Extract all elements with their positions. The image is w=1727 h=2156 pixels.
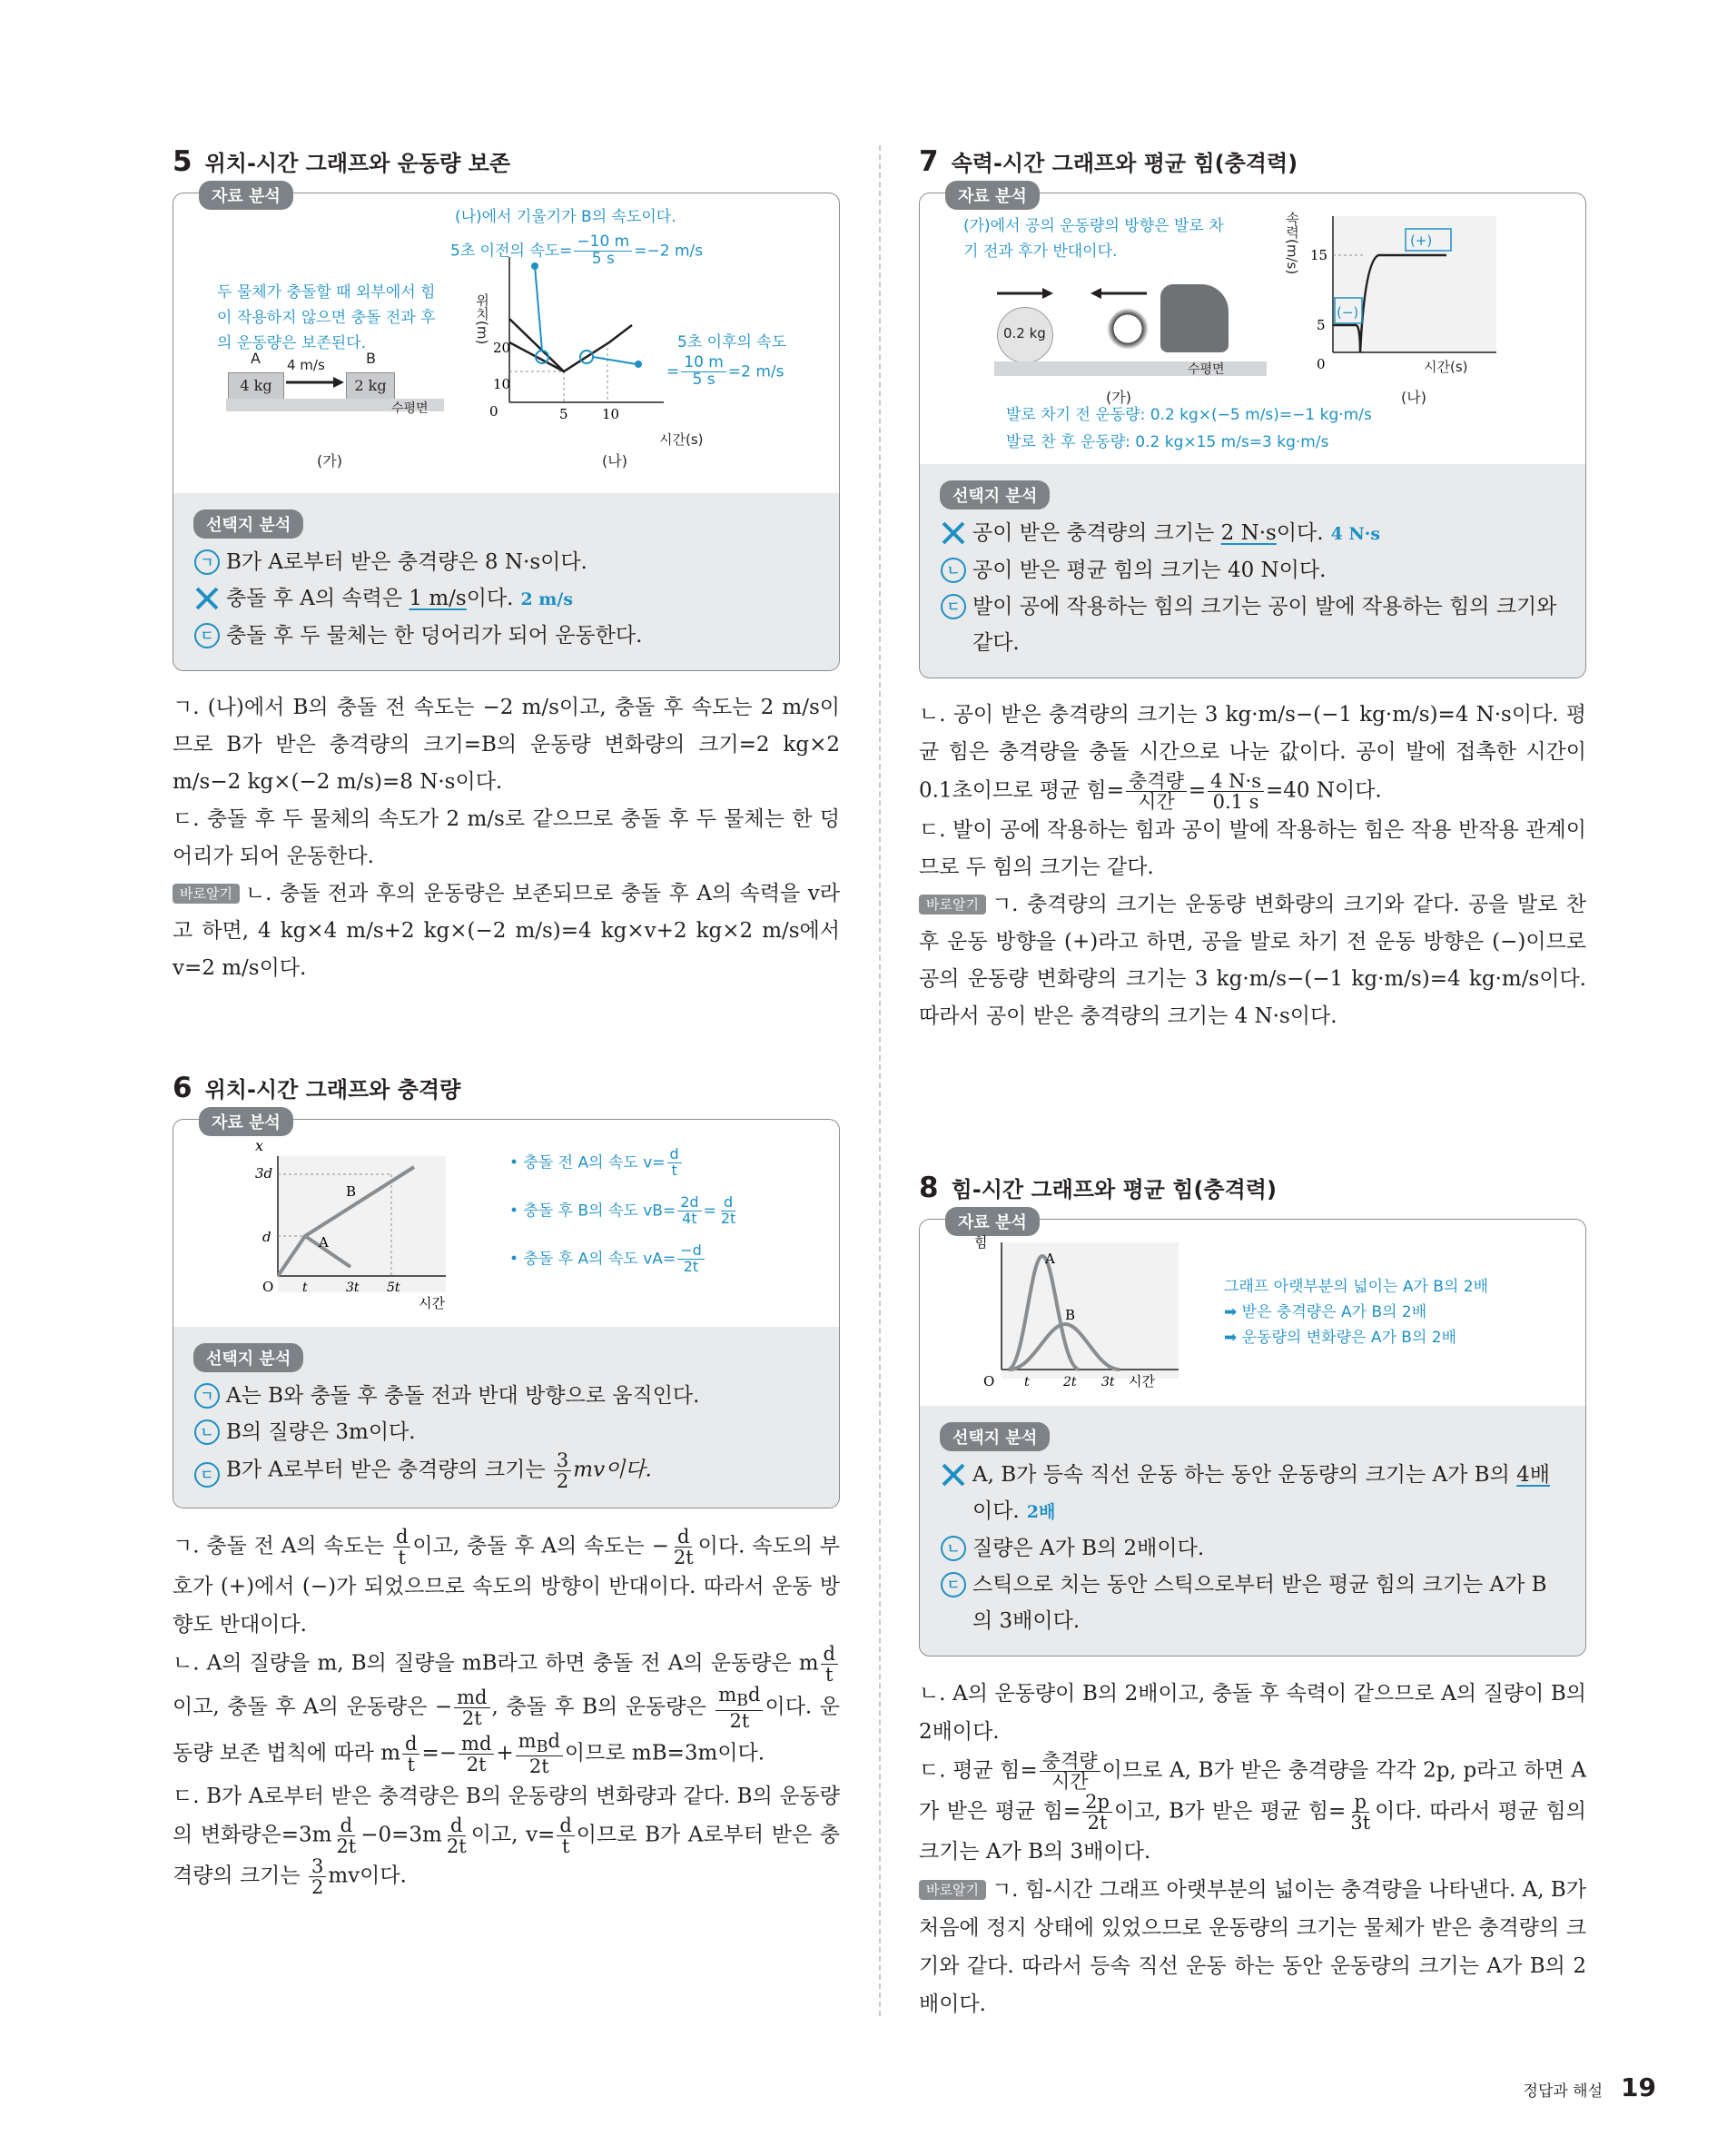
svg-text:(+): (+) [1410, 232, 1433, 249]
svg-text:시간: 시간 [419, 1295, 445, 1311]
svg-text:시간: 시간 [1129, 1373, 1155, 1390]
shoe-icon [1160, 284, 1229, 352]
explanation: ㄱ. 충돌 전 A의 속도는 $\frac{d}{t}$ 이고, 충돌 후 A의 속도는 − $\frac{d}{2t}$ 이다. 속도의 부호가 (+)에서 (−)가 되었으므로 속도의 방향이 반대이다. 따라서 운동 방향도 반대이다. ㄴ. A의 질량을 m, B의 질량을 mB라고 하면 충돌 전 A의 운동량은 m $\frac{d}{t}$ 이고, 충돌 후 A의 운동량은 − $\frac{md}{2t}$ , 충돌 후 B의 운동량은 $\frac{m_Bd}{2t}$ 이다. 운동량 보존 법칙에 따라 m $\frac{d}{t}$ =− $\frac{md}{2t}$ + $\frac{m_Bd}{2t}$ 이므로 mB=3m이다. ㄷ. B가 A로부터 받은 충격량은 B의 운동량의 변화량과 같다. B의 운동량의 변화량은=3m $\frac{d}{2t}$ −0=3m $\frac{d}{2t}$ 이고, v= $\frac{d}{t}$ 이므로 B가 A로부터 받은 충격량의 크기는 $\frac{3}{2}$ mv이다. [173, 1526, 841, 1898]
svg-text:t: t [302, 1281, 308, 1295]
conservation-note: 두 물체가 충돌할 때 외부에서 힘이 작용하지 않으면 충돌 전과 후의 운동량은 보존된다. [217, 283, 436, 352]
section-title: 7 속력-시간 그래프와 평균 힘(충격력) [919, 145, 1298, 178]
speed-time-graph [1306, 207, 1515, 389]
velocity-arrow-icon [282, 373, 346, 391]
choice-item: 충돌 후 A의 속력은 1 m/s이다. 2 m/s [193, 580, 819, 618]
section-5 [173, 145, 840, 987]
svg-text:힘: 힘 [974, 1234, 988, 1251]
choice-analysis: 선택지 분석 공이 받은 충격량의 크기는 2 N·s이다. 4 N·s ㄴ 공이 받은 평균 힘의 크기는 40 N이다. ㄷ 발이 공에 작용하는 힘의 크기는 공이 발에 작용하는 힘의 크기와 같다. [920, 464, 1585, 677]
choice-item: ㄷ 스틱으로 치는 동안 스틱으로부터 받은 평균 힘의 크기는 A가 B의 3배이다. [940, 1567, 1565, 1639]
svg-text:20: 20 [493, 340, 511, 356]
svg-text:O: O [983, 1373, 995, 1390]
slope-before: 5초 이전의 속도= $\frac{-10 m}{5 s}$ =−2 m/s [450, 232, 704, 268]
svg-text:A: A [1045, 1251, 1055, 1267]
section-7 [919, 145, 1586, 1035]
svg-text:10: 10 [602, 406, 620, 422]
wrong-mark-icon [940, 519, 967, 547]
data-analysis-box: 자료 분석 힘 A B O t 2t 3t 시간 그래프 아랫부분의 넓이는 A가 B의 2배 ➡ 받은 충격량은 A가 B의 2배 ➡ 운동량의 변화량은 A가 B의 2배 선택지 분석 A, B가 등속 직선 운동 하는 동안 운동량의 크기는 A가 B의 4배이다. 2배 ㄴ 질량은 A가 B의 2배이다. ㄷ 스틱으로 치는 동안 스틱으로부터 받은 평균 힘의 크기는 A가 B의 3배이다. [919, 1219, 1586, 1657]
data-analysis-tag: 자료 분석 [199, 181, 293, 210]
footer-label: 정답과 해설 [1523, 2082, 1604, 2101]
left-column [173, 145, 841, 1898]
svg-text:3t: 3t [346, 1281, 360, 1295]
figure: 두 물체가 충돌할 때 외부에서 힘이 작용하지 않으면 충돌 전과 후의 운동량은 보존된다. A B 4 kg 2 kg 4 m/s 수평면 (가) (나)에서 기울기가 B의 속도이다. 5초 이전의 속도= $\frac{-10 m}{5 s}$ =−2 m/s 5초 이후의 속도 = $\frac{10 m}{5 s}$ =2 m/s 위치(m) 시간(s) (나) 20 10 0 5 10 [217, 208, 787, 470]
choice-item: ㄱ A는 B와 충돌 후 충돌 전과 반대 방향으로 움직인다. [193, 1378, 819, 1414]
section-title: 6 위치-시간 그래프와 충격량 [173, 1072, 461, 1104]
svg-text:A: A [319, 1234, 329, 1251]
velocity-a-before: • 충돌 전 A의 속도 v= $\frac{d}{t}$ [509, 1147, 684, 1179]
choice-item: ㄴ B의 질량은 3m이다. [193, 1414, 819, 1450]
floor [994, 361, 1267, 376]
svg-text:d: d [262, 1229, 271, 1245]
page-footer [1524, 2072, 1656, 2102]
section-title: 8 힘-시간 그래프와 평균 힘(충격력) [919, 1172, 1277, 1204]
wrong-mark-icon [940, 1461, 967, 1488]
choice-item: ㄷ 발이 공에 작용하는 힘의 크기는 공이 발에 작용하는 힘의 크기와 같다. [940, 588, 1565, 661]
position-time-graph [255, 1140, 464, 1312]
wrong-mark-icon [193, 585, 221, 612]
svg-text:5t: 5t [387, 1281, 400, 1295]
soccer-ball-icon [1106, 307, 1160, 361]
data-analysis-box: 자료 분석 x 3d d O t 3t 5t 시간 B A • 충돌 전 A의 속도 v= $\frac{d}{t}$ • 충돌 후 B의 속도 vB= $\frac{2d}{4t}$ = $\frac{d}{2t}$ • 충돌 후 A의 속도 vA= $\frac{-d}{2t}$ 선택지 분석 ㄱ A는 B와 충돌 후 충돌 전과 반대 방향으로 움직인다. ㄴ B의 질량은 3m이다. ㄷ B가 A로부터 받은 충격량의 크기는 $\frac{3}{2}$ mv이다. [173, 1119, 840, 1508]
svg-text:B: B [346, 1183, 357, 1200]
svg-text:3t: 3t [1101, 1375, 1115, 1390]
column-divider [879, 145, 881, 2016]
block-a: 4 kg [228, 372, 284, 400]
svg-text:5: 5 [559, 406, 568, 422]
velocity-b-after: • 충돌 후 B의 속도 vB= $\frac{2d}{4t}$ = $\frac{d}{2t}$ [509, 1193, 736, 1227]
choice-item: A, B가 등속 직선 운동 하는 동안 운동량의 크기는 A가 B의 4배이다. 2배 [940, 1457, 1565, 1530]
figure: (가)에서 공의 운동량의 방향은 발로 차기 전과 후가 반대이다. 0.2 kg 수평면 (가) 속력(m/s) 15 5 0 (−) (+) 시간(s) (나) 발로 차기 전 운동량: 0.2 kg×(−5 m/s)=−1 kg·m/s 발로 찬 후 운동량: 0.2 kg×15 m/s=3 kg·m/s [920, 193, 1585, 464]
data-analysis-box [173, 187, 840, 671]
choice-item: 공이 받은 충격량의 크기는 2 N·s이다. 4 N·s [940, 515, 1565, 552]
svg-text:10: 10 [493, 376, 511, 392]
choice-analysis: 선택지 분석 A, B가 등속 직선 운동 하는 동안 운동량의 크기는 A가 B의 4배이다. 2배 ㄴ 질량은 A가 B의 2배이다. ㄷ 스틱으로 치는 동안 스틱으로부터 받은 평균 힘의 크기는 A가 B의 3배이다. [920, 1406, 1585, 1656]
page-number: 19 [1621, 2072, 1656, 2102]
explanation: ㄱ. (나)에서 B의 충돌 전 속도는 −2 m/s이고, 충돌 후 속도는 2 m/s이므로 B가 받은 충격량의 크기=B의 운동량 변화량의 크기=2 kg×2 m/s−2 kg×(−2 m/s)=8 N·s이다. ㄷ. 충돌 후 두 물체의 속도가 2 m/s로 같으므로 충돌 후 두 물체는 한 덩어리가 되어 운동한다. 바로알기 ㄴ. 충돌 전과 후의 운동량은 보존되므로 충돌 후 A의 속력을 v라고 하면, 4 kg×4 m/s+2 kg×(−2 m/s)=4 kg×v+2 kg×2 m/s에서 v=2 m/s이다. [173, 696, 840, 980]
section-title: 5 위치-시간 그래프와 운동량 보존 [173, 145, 510, 178]
figure: 힘 A B O t 2t 3t 시간 그래프 아랫부분의 넓이는 A가 B의 2배 ➡ 받은 충격량은 A가 B의 2배 ➡ 운동량의 변화량은 A가 B의 2배 [920, 1220, 1585, 1406]
choice-item: ㄱ B가 A로부터 받은 충격량은 8 N·s이다. [193, 544, 819, 580]
velocity-a-after: • 충돌 후 A의 속도 vA= $\frac{-d}{2t}$ [509, 1243, 706, 1275]
choice-item: ㄷ B가 A로부터 받은 충격량의 크기는 $\frac{3}{2}$ mv이다. [193, 1450, 819, 1491]
svg-text:5: 5 [1317, 317, 1326, 333]
choice-analysis: 선택지 분석 ㄱ B가 A로부터 받은 충격량은 8 N·s이다. 충돌 후 A의 속력은 1 m/s이다. 2 m/s ㄷ 충돌 후 두 물체는 한 덩어리가 되어 운동한다. [173, 493, 839, 670]
choice-item: ㄷ 충돌 후 두 물체는 한 덩어리가 되어 운동한다. [193, 618, 819, 654]
svg-text:3d: 3d [255, 1165, 273, 1182]
svg-text:B: B [1065, 1307, 1076, 1323]
svg-text:0: 0 [489, 403, 498, 420]
choice-item: ㄴ 공이 받은 평균 힘의 크기는 40 N이다. [940, 552, 1565, 588]
section-6 [173, 1072, 840, 1897]
svg-text:0: 0 [1317, 356, 1326, 372]
svg-text:O: O [262, 1279, 274, 1295]
section-8 [919, 1172, 1586, 2023]
choice-item: ㄴ 질량은 A가 B의 2배이다. [940, 1530, 1565, 1567]
figure [173, 1120, 839, 1327]
svg-text:t: t [1024, 1375, 1030, 1390]
svg-text:15: 15 [1310, 247, 1328, 263]
data-analysis-box: 자료 분석 (가)에서 공의 운동량의 방향은 발로 차기 전과 후가 반대이다. 0.2 kg 수평면 (가) 속력(m/s) 15 5 0 (−) (+) 시간(s) (나) 발로 차기 전 운동량: 0.2 kg×(−5 m/s)=−1 kg·m/s 발로 찬 후 운동량: 0.2 kg×15 m/s=3 kg·m/s 선택지 분석 공이 받은 충격량의 크기는 2 N·s이다. 4 N·s ㄴ 공이 받은 평균 힘의 크기는 40 N이다. ㄷ 발이 공에 작용하는 힘의 크기는 공이 발에 작용하는 힘의 크기와 같다. [919, 193, 1586, 678]
slope-after: = $\frac{10 m}{5 s}$ =2 m/s [666, 353, 785, 389]
svg-text:(−): (−) [1337, 304, 1359, 321]
right-column [919, 145, 1586, 2017]
explanation: ㄴ. 공이 받은 충격량의 크기는 3 kg·m/s−(−1 kg·m/s)=4 N·s이다. 평균 힘은 충격량을 충돌 시간으로 나눈 값이다. 공이 발에 접촉한 시간이 0.1초이므로 평균 힘= $\frac{\text{충격량}}{\text{시간}}$ = $\frac{4 N\cdot s}{0.1 s}$ =40 N이다. ㄷ. 발이 공에 작용하는 힘과 공이 발에 작용하는 힘은 작용 반작용 관계이므로 두 힘의 크기는 같다. 바로알기 ㄱ. 충격량의 크기는 운동량 변화량의 크기와 같다. 공을 발로 찬 후 운동 방향을 (+)라고 하면, 공을 발로 차기 전 운동 방향은 (−)이므로 공의 운동량 변화량의 크기는 3 kg·m/s−(−1 kg·m/s)=4 kg·m/s이다. 따라서 공이 받은 충격량의 크기는 4 N·s이다. [919, 703, 1586, 1029]
explanation: ㄴ. A의 운동량이 B의 2배이고, 충돌 후 속력이 같으므로 A의 질량이 B의 2배이다. ㄷ. 평균 힘= $\frac{\text{충격량}}{\text{시간}}$ 이므로 A, B가 받은 충격량을 각각 2p, p라고 하면 A가 받은 평균 힘= $\frac{2p}{2t}$ 이고, B가 받은 평균 힘= $\frac{p}{3t}$ 이다. 따라서 평균 힘의 크기는 A가 B의 3배이다. 바로알기 ㄱ. 힘-시간 그래프 아랫부분의 넓이는 충격량을 나타낸다. A, B가 처음에 정지 상태에 있었으므로 운동량의 크기는 물체가 받은 충격량의 크기와 같다. 따라서 등속 직선 운동 하는 동안 운동량의 크기는 A가 B의 2배이다. [919, 1682, 1586, 2017]
block-b: 2 kg [346, 372, 395, 400]
svg-text:2t: 2t [1063, 1375, 1077, 1390]
svg-text:x: x [255, 1140, 264, 1154]
force-time-graph [974, 1233, 1201, 1397]
position-time-graph [482, 248, 682, 430]
choice-analysis: 선택지 분석 ㄱ A는 B와 충돌 후 충돌 전과 반대 방향으로 움직인다. ㄴ B의 질량은 3m이다. ㄷ B가 A로부터 받은 충격량의 크기는 $\frac{3}{2}$ mv이다. [173, 1327, 839, 1508]
